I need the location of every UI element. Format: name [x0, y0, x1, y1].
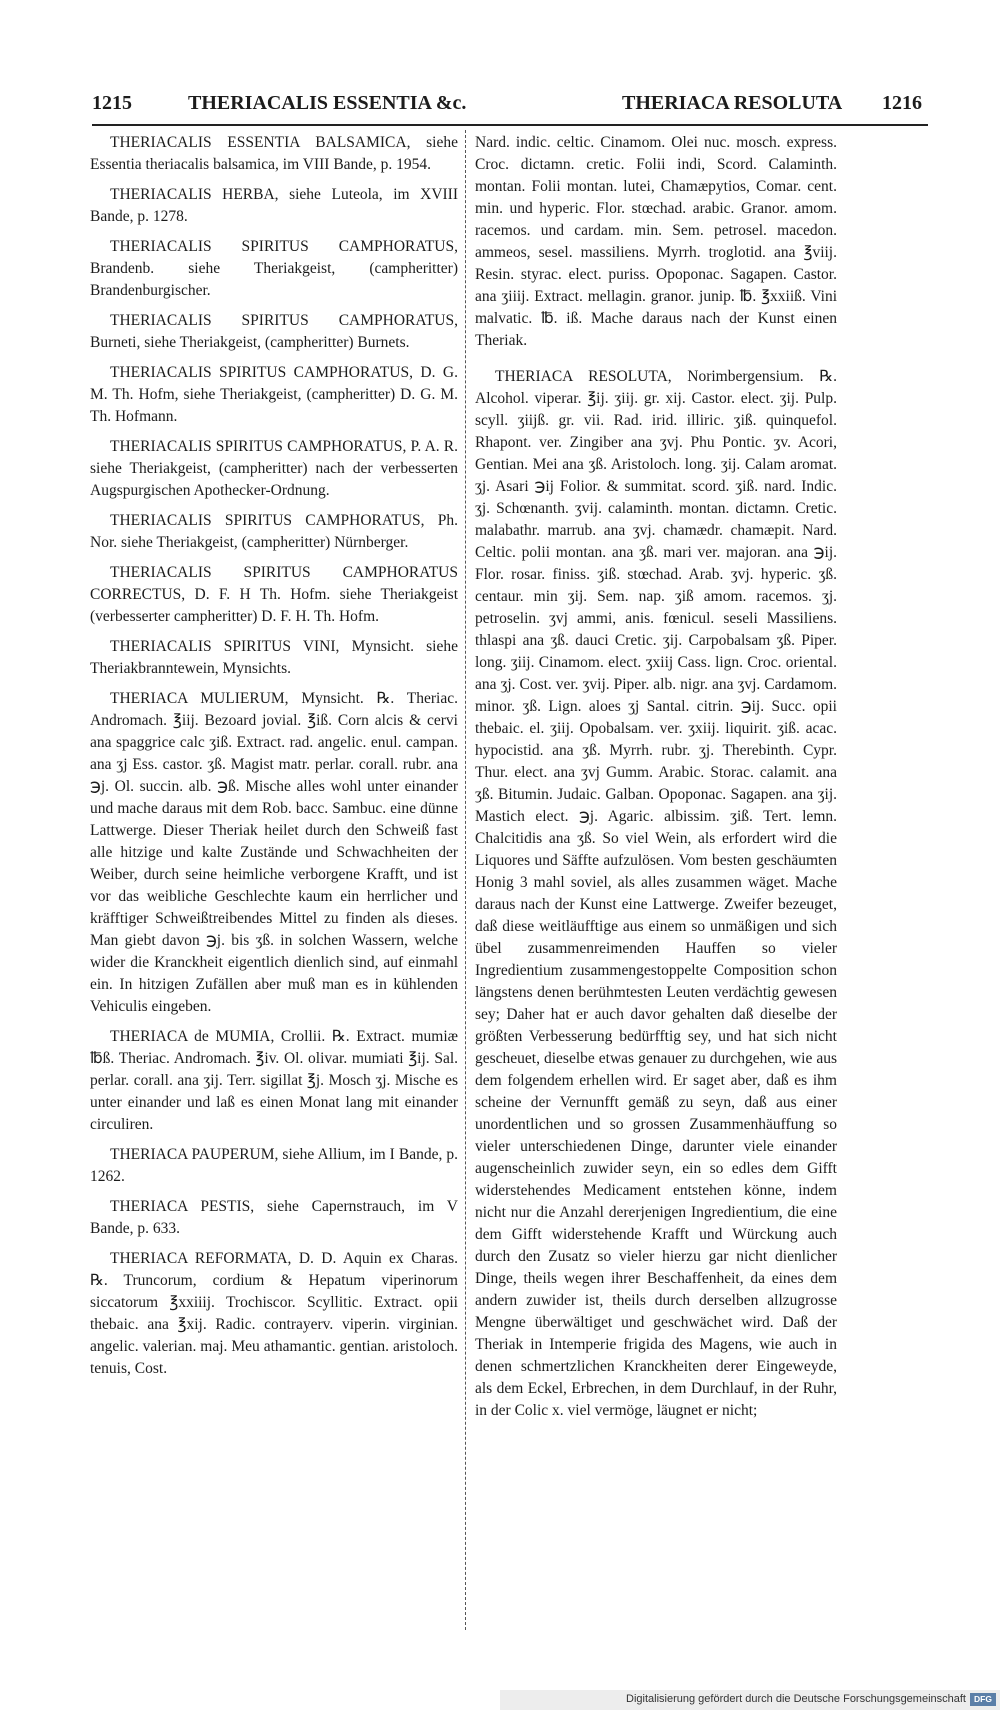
- entry: THERIACALIS SPIRITUS VINI, Mynsicht. siehe Theriakbranntewein, Mynsichts.: [90, 638, 458, 677]
- entry: THERIACALIS SPIRITUS CAMPHORATUS, Brandenb. siehe Theriakgeist, (campheritter) Brandenburgischer.: [90, 238, 458, 299]
- right-column: [475, 132, 837, 1430]
- entry: THERIACA de MUMIA, Crollii. ℞. Extract. mumiæ ℔ß. Theriac. Andromach. ℥iv. Ol. olivar. mumiati ℥ij. Sal. perlar. corall. ana ʒij. Terr. sigillat ℥j. Mosch ʒj. Mische es unter einander und laß es einen Monat lang mit einander circuliren.: [90, 1028, 458, 1133]
- entry: THERIACALIS SPIRITUS CAMPHORATUS, D. G. M. Th. Hofm, siehe Theriakgeist, (campheritter) D. G. M. Th. Hofmann.: [90, 364, 458, 425]
- entry: THERIACALIS ESSENTIA BALSAMICA, siehe Essentia theriacalis balsamica, im VIII Bande, p. 1954.: [90, 134, 458, 173]
- column-divider: [465, 130, 466, 1630]
- entry: THERIACA REFORMATA, D. D. Aquin ex Charas. ℞. Truncorum, cordium & Hepatum viperinorum siccatorum ℥xxiiij. Trochiscor. Scyllitic. Extract. opii thebaic. ana ℥xij. Radic. contrayerv. viperin. virginian. angelic. valerian. maj. Meu athamantic. gentian. aristoloch. tenuis, Cost.: [90, 1250, 458, 1377]
- running-title-right: THERIACA RESOLUTA: [622, 92, 843, 114]
- entry: THERIACALIS SPIRITUS CAMPHORATUS CORRECTUS, D. F. H Th. Hofm. siehe Theriakgeist (verbesserter campheritter) D. F. H. Th. Hofm.: [90, 564, 458, 625]
- entry: THERIACA RESOLUTA, Norimbergensium. ℞. Alcohol. viperar. ℥ij. ʒiij. gr. xij. Castor. elect. ʒij. Pulp. scyll. ʒiijß. gr. vii. Rad. irid. illiric. ʒiß. quinquefol. Rhapont. ver. Zingiber ana ʒvj. Phu Pontic. ʒv. Acori, Gentian. Mei ana ʒß. Aristoloch. long. ʒij. Calam aromat. ʒj. Asari ℈ij Folior. & summitat. scord. ʒiß. nard. Indic. ʒj. Schœnanth. ʒvij. calaminth. montan. dictamn. Cretic. malabathr. marrub. ana ʒvj. chamædr. chamæpit. Nard. Celtic. polii montan. ana ʒß. mari ver. majoran. ana ℈ij. Flor. rosar. finiss. ʒiß. stœchad. Arab. ʒvj. hyperic. ʒß. centaur. min ʒij. Sem. nap. ʒiß amom. racemos. ʒj. petroselin. ʒvj ammi, anis. fœnicul. seseli Massiliens. thlaspi ana ʒß. dauci Cretic. ʒij. Carpobalsam ʒß. Piper. long. ʒiij. Cinamom. elect. ʒxiij Cass. lign. Croc. oriental. ana ʒj. Cost. ver. ʒvij. Piper. alb. nigr. ana ʒvj. Cardamom. minor. ʒß. Lign. aloes ʒj Santal. citrin. ℈ij. Succ. opii thebaic. el. ʒiij. Opobalsam. ver. ʒxiij. liquirit. ʒiß. acac. hypocistid. ana ʒß. Myrrh. rubr. ʒj. Therebinth. Cypr. Thur. elect. ana ʒvj Gumm. Arabic. Storac. calamit. ana ʒß. Bitumin. Judaic. Galban. Opoponac. Sagapen. ana ʒij. Mastich elect. ℈j. Agaric. albissim. ʒiß. Tert. lemn. Chalcitidis ana ʒß. So viel Wein, als erfordert wird die Liquores und Säffte aufzulösen. Vom besten geschäumten Honig 3 mahl soviel, als alles zusammen wäget. Mache daraus nach der Kunst eine Lattwerge. Zweifer bezeuget, daß diese weitläufftige aus einem so unmäßigen und sich übel zusammenreimenden Hauffen so vieler Ingredientium zusammengestoppelte Composition schon längstens denen berühmtesten Leuten verdächtig gewesen sey; Daher hat er auch davor gehalten daß dieselbe der größten Verbesserung bedürfftig sey, und hat sich nicht gescheuet, dieselbe etwas genauer zu durchgehen, wie aus dem folgendem erhellen wird. Er saget aber, daß es ihm scheine der Vernunfft gemäß zu seyn, daß aus einer unordentlichen und so grossen Zusammenhäuffung so vieler unterschiedenen Dinge, darunter viele einander augenscheinlich zuwider seyn, ein so edles dem Gifft widerstehendes Medicament entstehen könne, indem nicht nur die Anzahl dererjenigen Ingredientium, die eine dem Gifft widerstehende Krafft und Würckung auch durch den Zusatz so vieler hierzu gar nicht dienlicher Dinge, theils wegen ihrer Beschaffenheit, da eines dem andern zuwider ist, theils durch derselben allzugrosse Mengne überwältiget und geschwächet wird. Daß der Theriak in Intemperie frigida des Magens, wie auch in denen schmertzlichen Kranckheiten derer Eingeweyde, als dem Eckel, Erbrechen, in dem Durchlauf, in der Ruhr, in der Colic x. viel vermöge, läugnet er nicht;: [475, 368, 837, 1419]
- entry-continuation: Nard. indic. celtic. Cinamom. Olei nuc. mosch. express. Croc. dictamn. cretic. Folii indi, Scord. Calaminth. montan. Folii montan. lutei, Chamæpytios, Comar. cent. min. und hyperic. Flor. stœchad. arabic. Granor. amom. racemos. und cardam. min. Sem. petrosel. macedon. ammeos, sesel. massiliens. Myrrh. troglotid. ana ℥viij. Resin. styrac. elect. puriss. Opoponac. Sagapen. Castor. ana ʒiiij. Extract. mellagin. granor. junip. ℔. ℥xxiiß. Vini malvatic. ℔. iß. Mache daraus nach der Kunst einen Theriak.: [475, 134, 837, 349]
- entry: THERIACALIS HERBA, siehe Luteola, im XVIII Bande, p. 1278.: [90, 186, 458, 225]
- entry: THERIACALIS SPIRITUS CAMPHORATUS, P. A. R. siehe Theriakgeist, (campheritter) nach der verbesserten Augspurgischen Apothecker-Ordnung.: [90, 438, 458, 499]
- entry: THERIACA PAUPERUM, siehe Allium, im I Bande, p. 1262.: [90, 1146, 458, 1185]
- entry: THERIACALIS SPIRITUS CAMPHORATUS, Burneti, siehe Theriakgeist, (campheritter) Burnets.: [90, 312, 458, 351]
- entry: THERIACA MULIERUM, Mynsicht. ℞. Theriac. Andromach. ℥iij. Bezoard jovial. ℥iß. Corn alcis & cervi ana spaggrice calc ʒiß. Extract. rad. angelic. enul. campan. ana ʒj Ess. castor. ʒß. Magist matr. perlar. corall. rubr. ana ℈j. Ol. succin. alb. ℈ß. Mische alles wohl unter einander und mache daraus mit dem Rob. bacc. Sambuc. eine dünne Lattwerge. Dieser Theriak heilet durch den Schweiß fast alle hitzige und kalte Zustände und Schwachheiten der Weiber, durch seine heimliche verborgene Krafft, und ist vor das weibliche Geschlechte kaum ein herrlicher und kräfftiger Schweißtreibendes Mittel zu finden als dieses. Man giebt davon ℈j. bis ʒß. in solchen Wassern, welche wider die Kranckheit eigentlich dienlich sind, auf einmahl ein. In hitzigen Zufällen aber muß man es in kühlenden Vehiculis eingeben.: [90, 690, 458, 1015]
- entry: THERIACA PESTIS, siehe Capernstrauch, im V Bande, p. 633.: [90, 1198, 458, 1237]
- footer-text: Digitalisierung gefördert durch die Deutsche Forschungsgemeinschaft: [626, 1693, 966, 1705]
- page-number-left: 1215: [92, 92, 132, 114]
- left-column: [90, 132, 458, 1388]
- dfg-logo: DFG: [970, 1693, 996, 1706]
- running-title-left: THERIACALIS ESSENTIA &c.: [188, 92, 467, 114]
- header-rule: [92, 124, 928, 126]
- entry: THERIACALIS SPIRITUS CAMPHORATUS, Ph. Nor. siehe Theriakgeist, (campheritter) Nürnberger.: [90, 512, 458, 551]
- digitization-footer: [500, 1690, 1000, 1710]
- page-header: [92, 88, 922, 122]
- page-number-right: 1216: [882, 92, 922, 114]
